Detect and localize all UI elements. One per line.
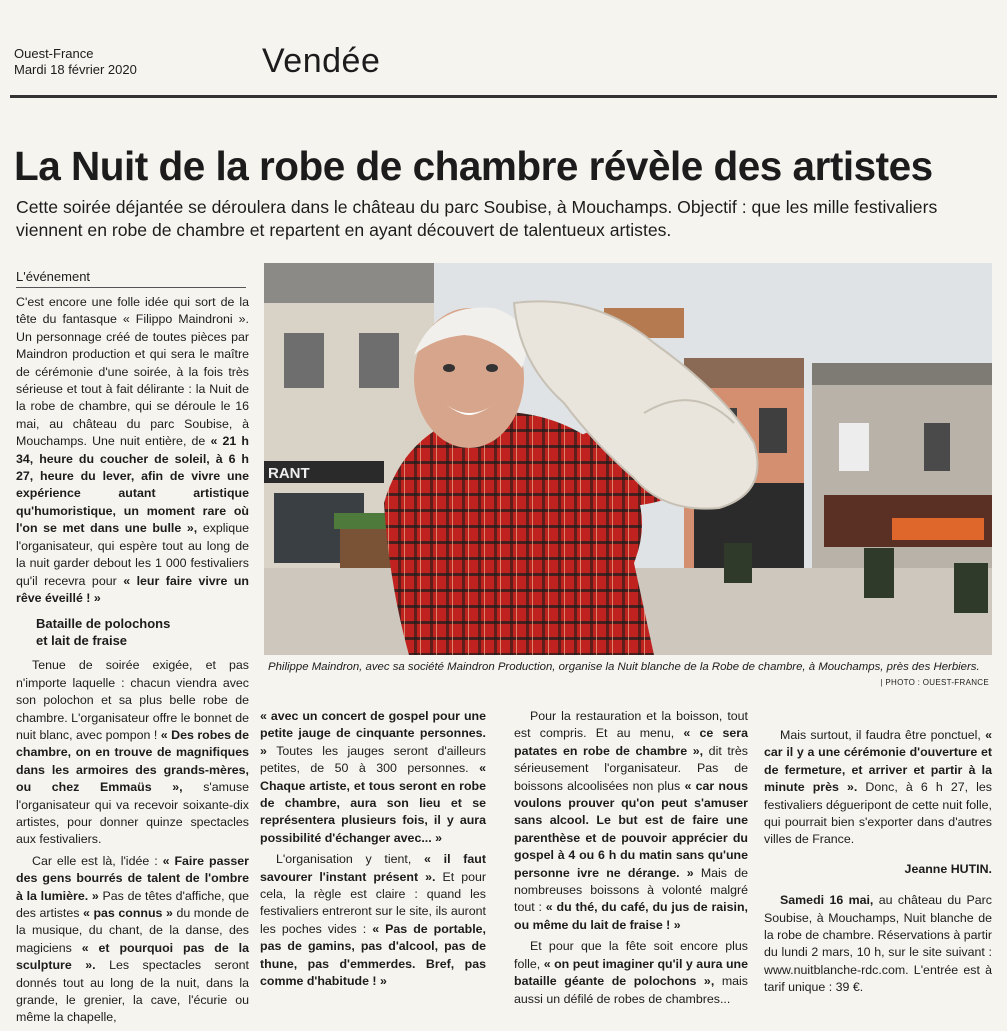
text-column-2 <box>260 708 486 995</box>
paragraph: Tenue de soirée exigée, et pas n'importe laquelle : chacun viendra avec son polochon et sa plus belle robe de chambre. L'organisateur offre le bonnet de nuit blanc, avec pompon ! « Des robes de chambre, on en trouve de magnifiques dans les armoires des grands-mères, ou chez Emmaüs », s'amuse l'organisateur qui va recevoir soixante-dix artistes, pour donner quinze spectacles aux festivaliers. <box>16 658 249 847</box>
paragraph: « avec un concert de gospel pour une petite jauge de cinquante personnes. » Toutes les jauges seront d'ailleurs petites, de 50 à 300 personnes. « Chaque artiste, et tous seront en robe de chambre, aura son lieu et se représentera plusieurs fois, il y aura possibilité d'échanger avec... » <box>260 709 486 845</box>
article-kicker: L'événement <box>16 269 91 284</box>
photo-credit: | PHOTO : OUEST-FRANCE <box>880 678 989 687</box>
photo-illustration <box>264 263 992 655</box>
article-lead: Cette soirée déjantée se déroulera dans le château du parc Soubise, à Mouchamps. Objectif : que les mille festivaliers viennent en robe de chambre et repartent en ayant découvert de talentueux artistes. <box>16 197 938 240</box>
kicker-rule <box>16 287 246 288</box>
article-author: Jeanne HUTIN. <box>904 861 992 876</box>
subheading: Bataille de polochons et lait de fraise <box>36 616 171 649</box>
header-rule <box>10 95 997 98</box>
publication-name: Ouest-France <box>14 46 94 61</box>
paragraph: L'organisation y tient, « il faut savourer l'instant présent ». Et pour cela, la règle est claire : quand les festivaliers entreront sur le site, ils auront les poches vides : « Pas de portable, pas de gamins, pas d'alcool, pas de thune, pas d'emmerdes. Bref, pas comme d'habitude ! » <box>260 852 486 989</box>
paragraph: Pour la restauration et la boisson, tout est compris. Et au menu, « ce sera patates en robe de chambre », dit très sérieusement l'organisateur. Pas de boissons alcoolisées non plus « car nous voulons prouver qu'on peut s'amuser sans alcool. Le but est de faire une parenthèse et de pouvoir apprécier du gospel à 4 ou 6 h du matin sans qu'une personne ivre ne dérange. » Mais de nombreuses boissons à volonté malgré tout : « du thé, du café, du jus de raisin, ou même du lait de fraise ! » <box>514 709 748 932</box>
paragraph: Mais surtout, il faudra être ponctuel, « car il y a une cérémonie d'ouverture et de fermeture, et arriver et partir à la minute près ». Donc, à 6 h 27, les festivaliers dégueripont de cette nuit folle, qui pourrait bien s'exporter dans d'autres villes de France. <box>764 728 992 847</box>
paragraph: Car elle est là, l'idée : « Faire passer des gens bourrés de talent de l'ombre à la lumière. » Pas de têtes d'affiche, que des artistes « pas connus » du monde de la musique, du chant, de la danse, des magiciens « et pourquoi pas de la sculpture ». Les spectacles seront donnés tout au long de la nuit, dans la grande, le grenier, la cave, l'écurie ou même la chapelle, <box>16 853 249 1025</box>
paragraph: Et pour que la fête soit encore plus folle, « on peut imaginer qu'il y aura une bataille géante de polochons », mais aussi un défilé de robes de chambres... <box>514 939 748 1006</box>
text-column-3 <box>514 708 748 1012</box>
text-column-1 <box>16 294 249 1031</box>
paragraph: C'est encore une folle idée qui sort de la tête du fantasque « Filippo Maindroni ». Un personnage créé de toutes pièces par Maindron production et qui sera le maître de cérémonie d'une soirée, à la fois très sérieuse et tout à fait délirante : la Nuit de la robe de chambre, qui se déroule le 16 mai, au château du parc Soubise, à Mouchamps. Une nuit entière, de « 21 h 34, heure du coucher de soleil, à 6 h 27, heure du lever, afin de vivre une expérience autant artistique qu'humoristique, un moment rare où l'on se met dans une bulle », explique l'organisateur, qui espère tout au long de la nuit garder debout les 1 000 festivaliers qu'il recevra pour « leur faire vivre un rêve éveillé ! » <box>16 295 249 605</box>
article-headline: La Nuit de la robe de chambre révèle des artistes <box>14 143 933 189</box>
text-column-4 <box>764 727 992 1001</box>
practical-info: Samedi 16 mai, au château du Parc Soubise, à Mouchamps, Nuit blanche de la robe de chambre. Réservations à partir du lundi 2 mars, 10 h, sur le site suivant : www.nuitblanche-rdc.com. L'entrée est à tarif unique : 39 €. <box>764 893 992 995</box>
svg-text:RANT: RANT <box>268 465 310 482</box>
publication-info <box>14 46 137 78</box>
article-photo <box>264 263 992 655</box>
photo-caption: Philippe Maindron, avec sa société Maindron Production, organise la Nuit blanche de la Robe de chambre, à Mouchamps, près des Herbiers. <box>268 661 980 673</box>
publication-date: Mardi 18 février 2020 <box>14 62 137 77</box>
section-title: Vendée <box>262 42 381 80</box>
